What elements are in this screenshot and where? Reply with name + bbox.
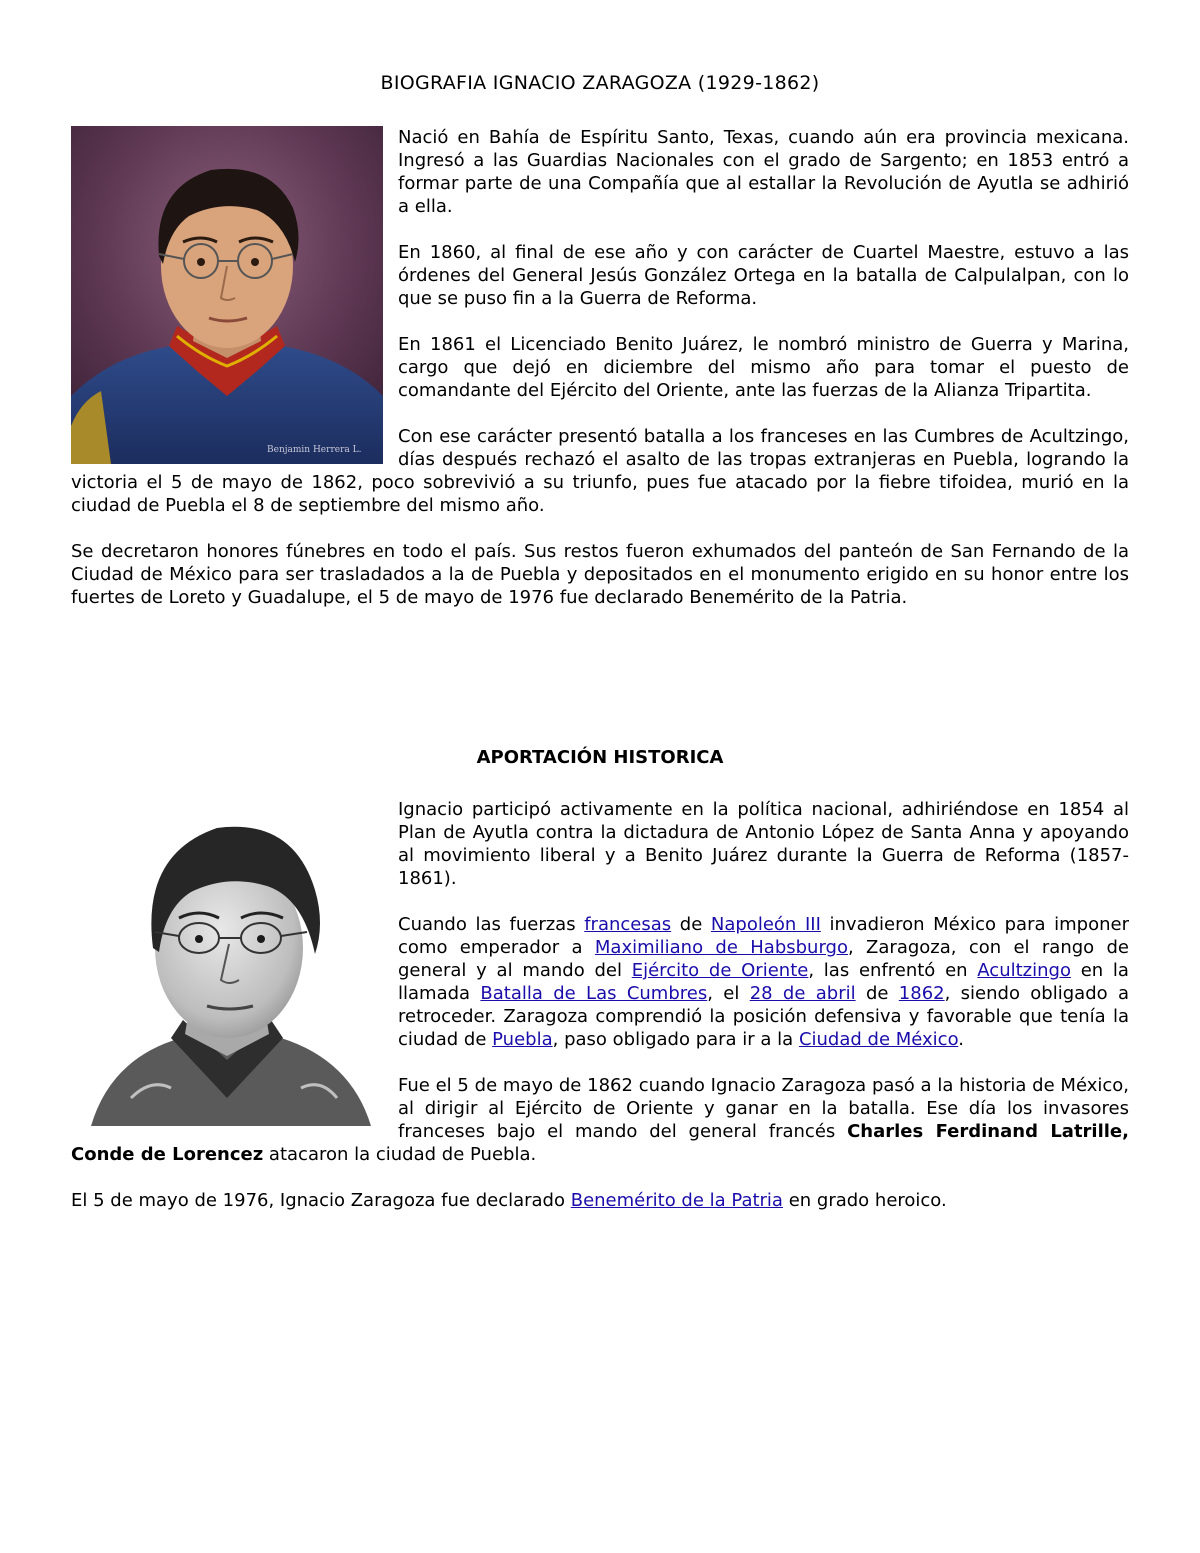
paragraph-text: , el bbox=[707, 983, 750, 1004]
paragraph-text: El 5 de mayo de 1976, Ignacio Zaragoza fue declarado bbox=[71, 1190, 571, 1211]
paragraph-text: . bbox=[958, 1029, 965, 1050]
link-acultzingo[interactable]: Acultzingo bbox=[977, 960, 1071, 981]
biography-paragraph-4: Con ese carácter presentó batalla a los franceses en las Cumbres de Acultzingo, días después rechazó el asalto de las tropas extranjeras en Puebla, logrando la victoria el 5 de mayo de 1862, poco sobrevivió a su triunfo, pues fue atacado por la fiebre tifoidea, murió en la ciudad de Puebla el 8 de septiembre del mismo año. bbox=[71, 426, 1129, 516]
portrait-signature: Benjamin Herrera L. bbox=[267, 445, 362, 455]
paragraph-text: , las enfrentó en bbox=[808, 960, 978, 981]
link-batalla-de-las-cumbres[interactable]: Batalla de Las Cumbres bbox=[480, 983, 708, 1004]
paragraph-text: en la llamada bbox=[398, 960, 1129, 1004]
paragraph-text: , paso obligado para ir a la bbox=[552, 1029, 799, 1050]
link-1862[interactable]: 1862 bbox=[898, 983, 945, 1004]
link-maximiliano-de-habsburgo[interactable]: Maximiliano de Habsburgo bbox=[594, 937, 848, 958]
link-ciudad-de-mexico[interactable]: Ciudad de México bbox=[798, 1029, 959, 1050]
paragraph-text: en grado heroico. bbox=[782, 1190, 947, 1211]
biography-title: BIOGRAFIA IGNACIO ZARAGOZA (1929-1862) bbox=[380, 72, 820, 94]
historical-contribution-title: APORTACIÓN HISTORICA bbox=[476, 747, 724, 768]
link-28-de-abril[interactable]: 28 de abril bbox=[749, 983, 856, 1004]
paragraph-text: de bbox=[855, 983, 899, 1004]
paragraph-text: , siendo obligado a retroceder. Zaragoza comprendió la posición defensiva y favorable que tenía la ciudad de bbox=[398, 983, 1129, 1050]
portrait-color bbox=[71, 126, 383, 464]
contribution-paragraph-4 bbox=[71, 1189, 1129, 1212]
paragraph-text: de bbox=[671, 914, 711, 935]
link-napoleon-iii[interactable]: Napoleón III bbox=[710, 914, 821, 935]
link-francesas[interactable]: francesas bbox=[584, 914, 672, 935]
link-puebla[interactable]: Puebla bbox=[492, 1029, 553, 1050]
paragraph-text: , Zaragoza, con el rango de general y al mando del bbox=[398, 937, 1130, 981]
paragraph-text: atacaron la ciudad de Puebla. bbox=[263, 1144, 537, 1165]
biography-paragraph-5: Se decretaron honores fúnebres en todo el país. Sus restos fueron exhumados del panteón de San Fernando de la Ciudad de México para ser trasladados a la de Puebla y depositados en el monumento erigido en su honor entre los fuertes de Loreto y Guadalupe, el 5 de mayo de 1976 fue declarado Benemérito de la Patria. bbox=[71, 541, 1129, 608]
paragraph-text: invadieron México para imponer como emperador a bbox=[398, 914, 1129, 958]
link-benemerito-de-la-patria[interactable]: Benemérito de la Patria bbox=[570, 1190, 783, 1211]
link-ejercito-de-oriente[interactable]: Ejército de Oriente bbox=[631, 960, 809, 981]
paragraph-text: Cuando las fuerzas bbox=[398, 914, 585, 935]
paragraph-text: Fue el 5 de mayo de 1862 cuando Ignacio Zaragoza pasó a la historia de México, al dirigir al Ejército de Oriente y ganar en la batalla. Ese día los invasores franceses bajo el mando del general francés bbox=[398, 1075, 1129, 1142]
biography-section bbox=[71, 126, 1129, 632]
biography-paragraph-2: En 1860, al final de ese año y con carácter de Cuartel Maestre, estuvo a las órdenes del General Jesús González Ortega en la batalla de Calpulalpan, con lo que se puso fin a la Guerra de Reforma. bbox=[398, 242, 1129, 309]
contribution-paragraph-1: Ignacio participó activamente en la política nacional, adhiriéndose en 1854 al Plan de Ayutla contra la dictadura de Antonio López de Santa Anna y apoyando al movimiento liberal y a Benito Juárez durante la Guerra de Reforma (1857-1861). bbox=[398, 799, 1129, 889]
biography-paragraph-1: Nació en Bahía de Espíritu Santo, Texas, cuando aún era provincia mexicana. Ingresó a las Guardias Nacionales con el grado de Sargento; en 1853 entró a formar parte de una Compañía que al estallar la Revolución de Ayutla se adhirió a ella. bbox=[398, 127, 1129, 217]
biography-paragraph-3: En 1861 el Licenciado Benito Juárez, le nombró ministro de Guerra y Marina, cargo que dejó en diciembre del mismo año para tomar el puesto de comandante del Ejército del Oriente, ante las fuerzas de la Alianza Tripartita. bbox=[398, 334, 1129, 401]
portrait-engraving bbox=[71, 798, 383, 1126]
historical-section bbox=[71, 798, 1129, 1235]
bold-name-lorencez: Charles Ferdinand Latrille, Conde de Lorencez bbox=[71, 1121, 1129, 1165]
